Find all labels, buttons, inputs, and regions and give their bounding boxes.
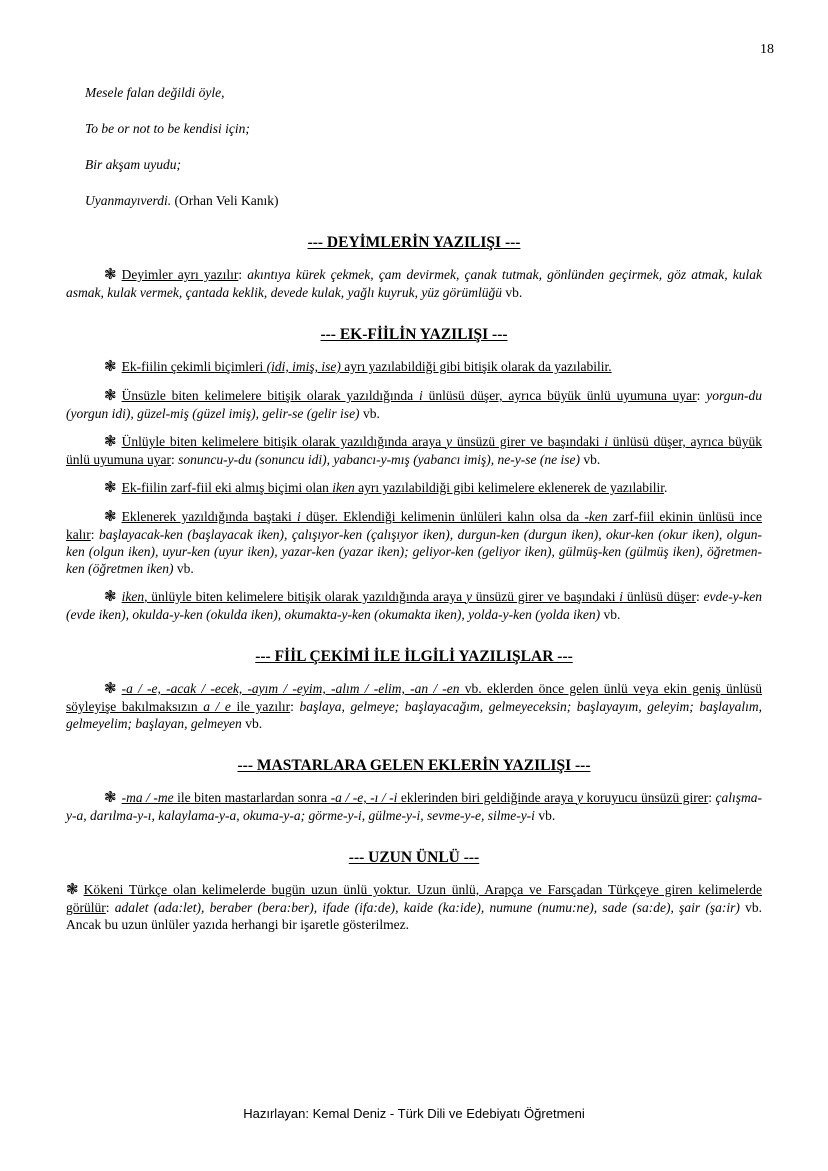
heading-text: --- UZUN ÜNLÜ --- bbox=[348, 849, 480, 866]
text-run: başlayacak-ken (başlayacak iken), çalışıyor-ken (çalışıyor iken), durgun-ken (durgun iken), okur-ken (okur iken), olgun-ken (olgun iken), uyur-ken (uyur iken), yazar-ken (yazar iken); geliyor-ken (geliyor iken), gülmüş-ken (gülmüş iken), öğretmen-ken (öğretmen iken) bbox=[66, 527, 762, 576]
poem-line: Mesele falan değildi öyle, bbox=[85, 85, 225, 100]
heading-text: --- EK-FİİLİN YAZILIŞI --- bbox=[320, 326, 508, 343]
text-run: (Orhan Veli Kanık) bbox=[171, 193, 279, 208]
text-run: Uyanmayıverdi. bbox=[85, 193, 172, 208]
poem-block bbox=[85, 84, 762, 209]
section-heading-fiil-cekimi bbox=[66, 647, 762, 666]
paragraph-text bbox=[66, 589, 762, 622]
text-run: başlaya, gelmeye; başlayacağım, gelmeyeceksin; başlayayım, geleyim; başlayalım, gelmeyelim; başlayan, gelmeyen bbox=[66, 699, 762, 731]
text-run: : bbox=[708, 790, 716, 805]
text-run: i bbox=[296, 509, 301, 524]
paragraph-fiil-cekimi bbox=[66, 680, 762, 732]
text-run: vb. bbox=[538, 808, 556, 823]
text-run: vb. bbox=[745, 900, 762, 915]
section-heading-deyimlerin-yazilisi bbox=[66, 233, 762, 252]
ornament-bullet-icon: ❃ bbox=[104, 434, 117, 450]
paragraph-ek-fiil-1 bbox=[66, 358, 762, 376]
text-run: vb. bbox=[505, 285, 523, 300]
text-run: vb. bbox=[603, 607, 621, 622]
text-run: : bbox=[90, 527, 99, 542]
ornament-bullet-icon: ❃ bbox=[66, 882, 79, 898]
text-run: (idi, imiş, ise) bbox=[266, 359, 341, 374]
heading-text: --- DEYİMLERİN YAZILIŞI --- bbox=[307, 234, 521, 251]
text-run: ile biten mastarlardan sonra bbox=[173, 790, 331, 805]
heading-text: --- MASTARLARA GELEN EKLERİN YAZILIŞI --- bbox=[237, 757, 591, 774]
text-run: ayrı yazılabildiği gibi kelimelere eklenerek de yazılabilir bbox=[354, 480, 665, 495]
text-run: y bbox=[465, 589, 472, 604]
text-run: Ek-fiilin zarf-fiil eki almış biçimi olan bbox=[121, 480, 333, 495]
text-run: : bbox=[238, 267, 248, 282]
text-run: i bbox=[419, 388, 423, 403]
paragraph-mastarlar bbox=[66, 789, 762, 824]
text-run: a / e bbox=[203, 699, 231, 714]
paragraph-text bbox=[66, 882, 762, 932]
paragraph-ek-fiil-4 bbox=[66, 479, 762, 497]
text-run: Deyimler ayrı yazılır bbox=[121, 267, 239, 282]
text-run: vb. bbox=[176, 561, 194, 576]
text-run: , ünlüyle biten kelimelere bitişik olarak yazıldığında araya bbox=[144, 589, 466, 604]
ornament-bullet-icon: ❃ bbox=[104, 388, 117, 404]
text-run: -ken bbox=[584, 509, 608, 524]
poem-line-attribution bbox=[85, 192, 762, 209]
text-run: ile yazılır bbox=[230, 699, 291, 714]
ornament-bullet-icon: ❃ bbox=[104, 681, 117, 697]
text-run: ünsüzü girer ve başındaki bbox=[471, 589, 620, 604]
text-run: . bbox=[664, 480, 668, 495]
heading-text: --- FİİL ÇEKİMİ İLE İLGİLİ YAZILIŞLAR --- bbox=[255, 648, 573, 665]
poem-line: Bir akşam uyudu; bbox=[85, 157, 181, 172]
text-run: : bbox=[695, 589, 704, 604]
text-run: akıntıya kürek çekmek, çam devirmek, çanak tutmak, gönlünden geçirmek, göz atmak, kulak asmak, kulak vermek, çantada keklik, devede kulak, yağlı kuyruk, yüz görümlüğü bbox=[66, 267, 762, 300]
paragraph-text bbox=[122, 480, 668, 495]
page-number: 18 bbox=[760, 42, 774, 57]
text-run: ünlüsü düşer, ayrıca büyük ünlü uyumuna uyar bbox=[66, 434, 763, 467]
paragraph-text bbox=[66, 388, 762, 421]
text-run: vb. bbox=[362, 406, 380, 421]
footer-credit: Hazırlayan: Kemal Deniz - Türk Dili ve Edebiyatı Öğretmeni bbox=[243, 1106, 585, 1121]
text-run: Kökeni Türkçe olan kelimelerde bugün uzun ünlü yoktur. Uzun ünlü, Arapça ve Farsçadan Türkçeye giren kelimelerde görülür bbox=[66, 882, 762, 915]
text-run: -a / -e, -ı / -i bbox=[330, 790, 398, 805]
text-run: i bbox=[604, 434, 609, 449]
text-run: : bbox=[290, 699, 300, 714]
section-heading-uzun-unlu bbox=[66, 848, 762, 867]
text-run: vb. eklerden önce gelen ünlü veya ekin geniş ünlüsü söyleyişe bakılmaksızın bbox=[66, 681, 762, 714]
paragraph-text bbox=[66, 509, 762, 576]
text-run: : bbox=[105, 900, 115, 915]
paragraph-ek-fiil-2 bbox=[66, 387, 762, 422]
text-run: eklerinden biri geldiğinde araya bbox=[397, 790, 577, 805]
text-run: çalışma-y-a, darılma-y-ı, kalaylama-y-a, okuma-y-a; görme-y-i, gülme-y-i, sevme-y-e, silme-y-i bbox=[66, 790, 763, 823]
paragraph-ek-fiil-6 bbox=[66, 588, 762, 623]
section-heading-mastarlara-gelen-ekler bbox=[66, 756, 762, 775]
text-run: Ancak bu uzun ünlüler yazıda herhangi bir işaretle gösterilmez. bbox=[66, 917, 409, 932]
paragraph-ek-fiil-3 bbox=[66, 433, 762, 468]
text-run: koruyucu ünsüzü girer bbox=[582, 790, 709, 805]
ornament-bullet-icon: ❃ bbox=[104, 267, 117, 283]
paragraph-text bbox=[66, 267, 762, 300]
text-run: iken bbox=[121, 589, 145, 604]
paragraph-deyimler bbox=[66, 266, 762, 301]
paragraph-text bbox=[66, 434, 762, 467]
text-run: ünlüsü düşer bbox=[623, 589, 696, 604]
text-run: ünsüzü girer ve başındaki bbox=[452, 434, 605, 449]
ornament-bullet-icon: ❃ bbox=[104, 589, 117, 605]
text-run: iken bbox=[332, 480, 355, 495]
paragraph-text bbox=[66, 681, 762, 731]
text-run: i bbox=[619, 589, 624, 604]
text-run: -a / -e, -acak / -ecek, -ayım / -eyim, -alım / -elim, -an / -en bbox=[121, 681, 460, 696]
text-run: vb. bbox=[583, 452, 601, 467]
ornament-bullet-icon: ❃ bbox=[104, 359, 117, 375]
text-run: ayrı yazılabildiği gibi bitişik olarak da yazılabilir. bbox=[340, 359, 612, 374]
ornament-bullet-icon: ❃ bbox=[104, 790, 117, 806]
text-run: zarf-fiil ekinin ünlüsü ince kalır bbox=[66, 509, 763, 542]
text-run: : bbox=[170, 452, 179, 467]
text-run: ünlüsü düşer, ayrıca büyük ünlü uyumuna uyar bbox=[422, 388, 697, 403]
text-run: Ünlüyle biten kelimelere bitişik olarak yazıldığında araya bbox=[121, 434, 447, 449]
text-run: Ek-fiilin çekimli biçimleri bbox=[121, 359, 267, 374]
text-run: -ma / -me bbox=[121, 790, 174, 805]
paragraph-text bbox=[122, 359, 612, 374]
paragraph-uzun-unlu bbox=[66, 881, 762, 933]
text-run: Eklenerek yazıldığında baştaki bbox=[121, 509, 297, 524]
text-run: evde-y-ken (evde iken), okulda-y-ken (okulda iken), okumakta-y-ken (okumakta iken), yolda-y-ken (yolda iken) bbox=[66, 589, 762, 622]
text-run: y bbox=[446, 434, 453, 449]
text-run: sonuncu-y-du (sonuncu idi), yabancı-y-mış (yabancı imiş), ne-y-se (ne ise) bbox=[178, 452, 584, 467]
text-run: adalet (ada:let), beraber (bera:ber), ifade (ifa:de), kaide (ka:ide), numune (numu:ne), sade (sa:de), şair (şa:ir) bbox=[114, 900, 746, 915]
text-run: : bbox=[696, 388, 707, 403]
text-run: y bbox=[576, 790, 583, 805]
text-run: Ünsüzle biten kelimelere bitişik olarak yazıldığında bbox=[121, 388, 419, 403]
text-run: vb. bbox=[245, 716, 263, 731]
ornament-bullet-icon: ❃ bbox=[104, 509, 117, 525]
paragraph-ek-fiil-5 bbox=[66, 508, 762, 577]
ornament-bullet-icon: ❃ bbox=[104, 480, 117, 496]
paragraph-text bbox=[66, 790, 762, 823]
text-run: yorgun-du (yorgun idi), güzel-miş (güzel imiş), gelir-se (gelir ise) bbox=[66, 388, 762, 421]
section-heading-ek-fiilin-yazilisi bbox=[66, 325, 762, 344]
poem-line: To be or not to be kendisi için; bbox=[85, 121, 250, 136]
text-run: düşer. Eklendiği kelimenin ünlüleri kalın olsa da bbox=[300, 509, 585, 524]
